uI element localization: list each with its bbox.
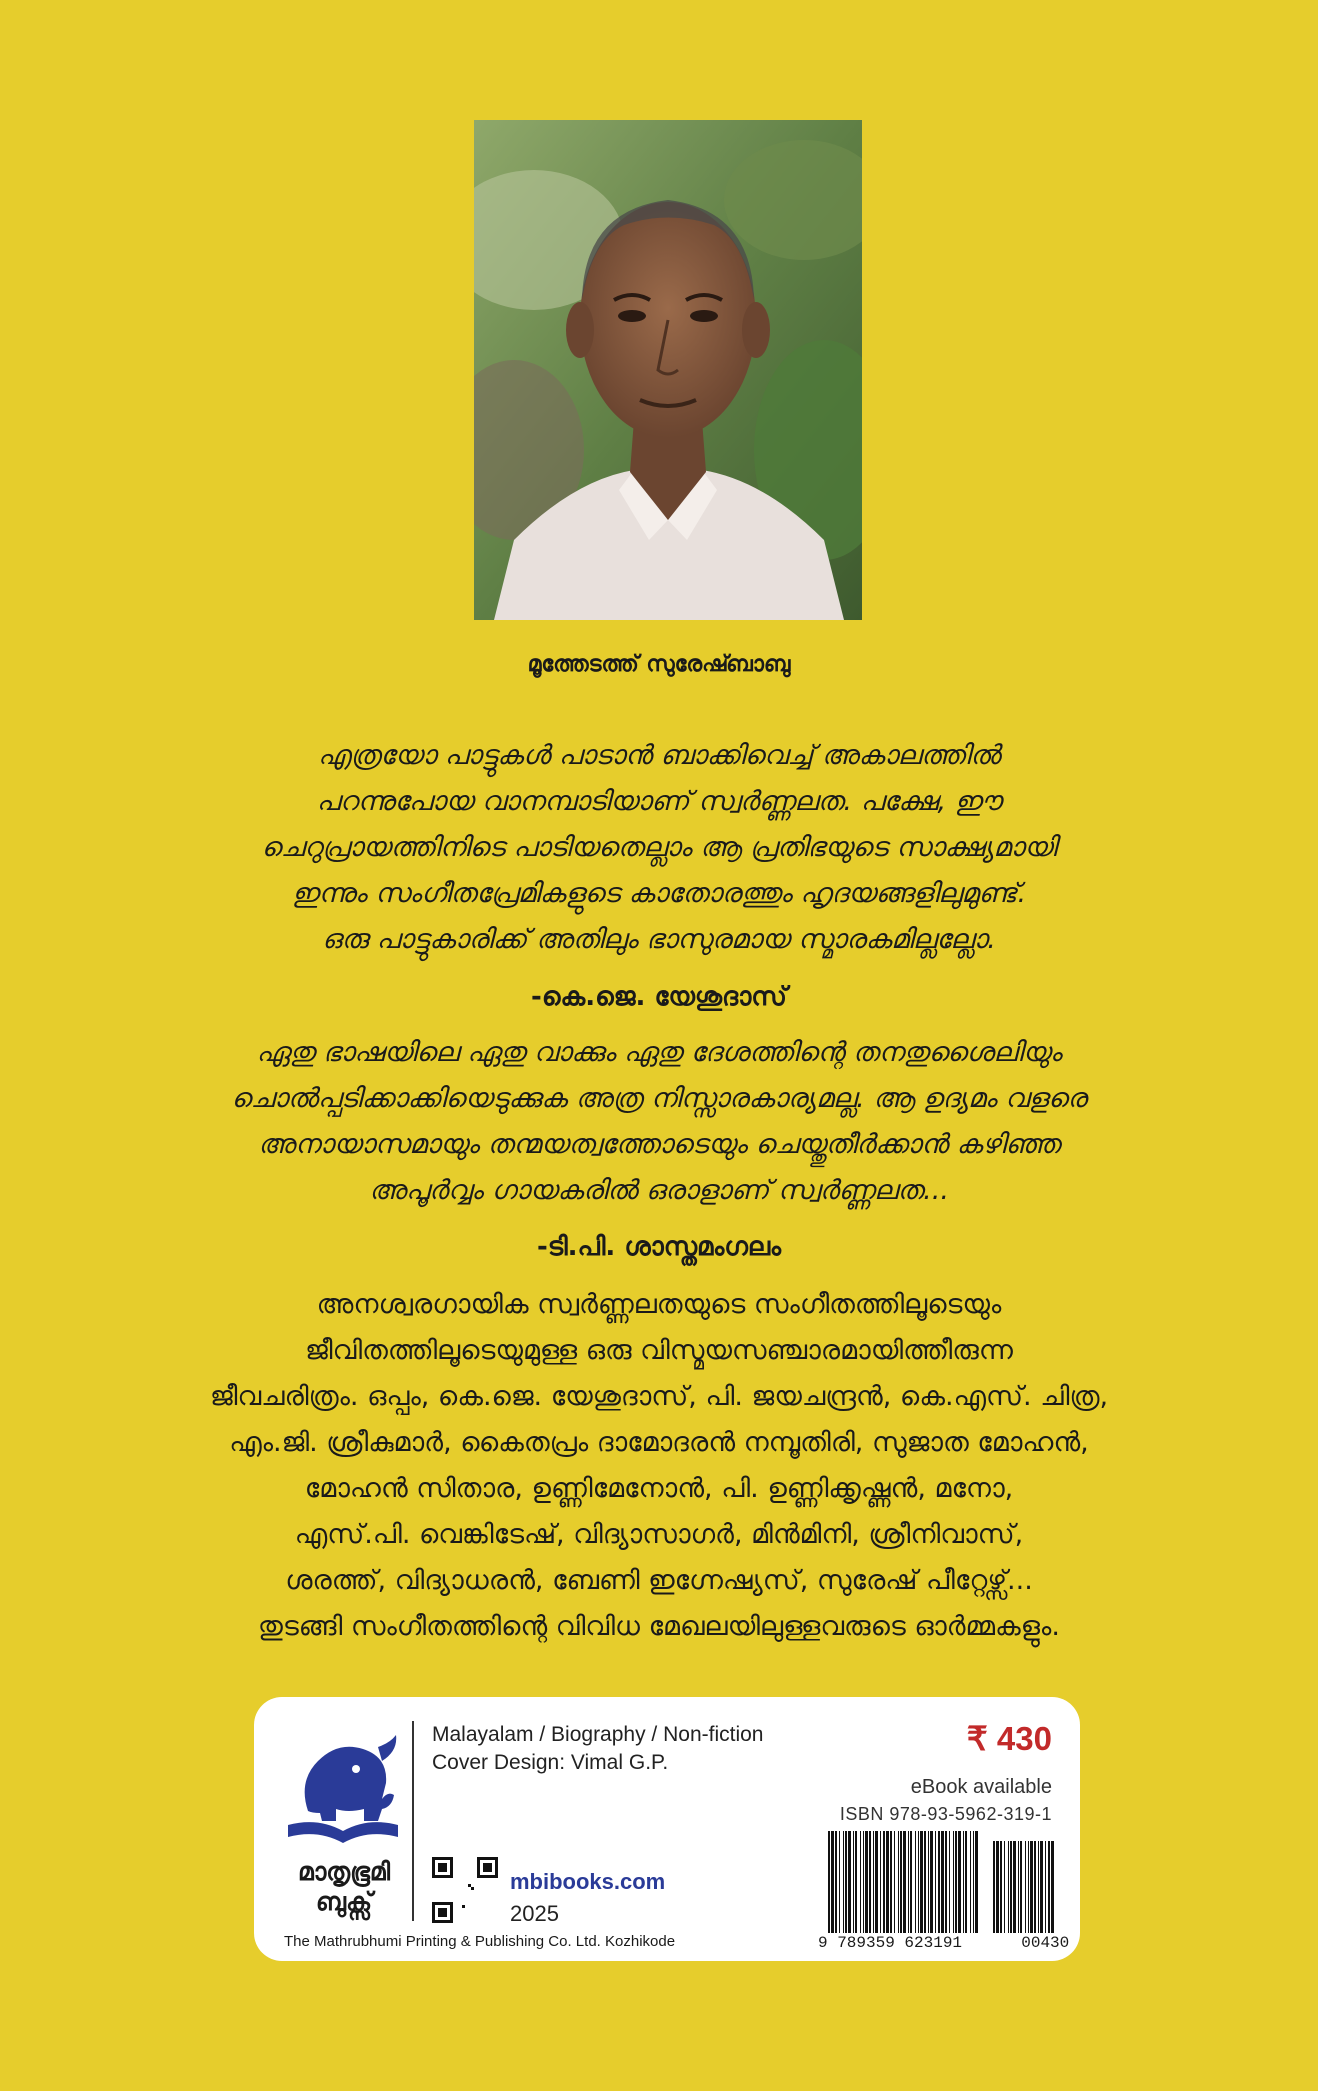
barcode-bar bbox=[958, 1831, 961, 1933]
barcode-bar bbox=[910, 1831, 912, 1933]
website-link[interactable]: mbibooks.com bbox=[510, 1869, 666, 1894]
description-line: എം.ജി. ശ്രീകുമാർ, കൈതപ്രം ദാമോദരൻ നമ്പൂതിരി, സുജാത മോഹൻ, bbox=[229, 1427, 1089, 1458]
barcode-bar bbox=[938, 1831, 940, 1933]
barcode-bar bbox=[855, 1831, 857, 1933]
barcode-bar bbox=[835, 1831, 837, 1933]
quote-sasthamangalam bbox=[160, 1030, 1158, 1214]
barcode-bar bbox=[886, 1831, 889, 1933]
barcode-bar bbox=[903, 1831, 906, 1933]
quote-line: അപൂർവ്വം ഗായകരിൽ ഒരാളാണ് സ്വർണ്ണലത... bbox=[369, 1175, 949, 1206]
barcode-bar bbox=[898, 1831, 899, 1933]
barcode-bar bbox=[890, 1831, 892, 1933]
barcode-bar bbox=[949, 1831, 950, 1933]
barcode-addon: 00430 bbox=[1021, 1934, 1070, 1952]
qr-finder bbox=[438, 1863, 447, 1872]
barcode-bar bbox=[935, 1831, 936, 1933]
barcode-bar bbox=[1048, 1841, 1050, 1933]
barcode-bar bbox=[1045, 1841, 1046, 1933]
barcode-bar bbox=[965, 1831, 967, 1933]
quote-line: എത്രയോ പാട്ടുകൾ പാടാൻ ബാക്കിവെച്ച് അകാലത്തിൽ bbox=[317, 740, 1001, 771]
barcode-bar bbox=[941, 1831, 944, 1933]
description-line: മോഹൻ സിതാര, ഉണ്ണിമേനോൻ, പി. ഉണ്ണിക്കൃഷ്ണൻ, മനോ, bbox=[304, 1473, 1014, 1504]
barcode-bar bbox=[894, 1831, 895, 1933]
ebook-availability: eBook available bbox=[910, 1776, 1052, 1798]
description-line: അനശ്വരഗായിക സ്വർണ്ണലതയുടെ സംഗീതത്തിലൂടെയും bbox=[316, 1289, 1002, 1320]
quote-line: ചൊൽപ്പടിക്കാക്കിയെടുക്കുക അത്ര നിസ്സാരകാര്യമല്ല. ആ ഉദ്യമം വളരെ bbox=[231, 1083, 1087, 1114]
barcode-bar bbox=[1008, 1841, 1009, 1933]
barcode-bar bbox=[975, 1831, 978, 1933]
quote-line: ഏതു ഭാഷയിലെ ഏതു വാക്കും ഏതു ദേശത്തിന്റെ തനതുശൈലിയും bbox=[256, 1037, 1062, 1068]
qr-module bbox=[462, 1905, 465, 1908]
barcode-bar bbox=[839, 1831, 840, 1933]
barcode-bar bbox=[1010, 1841, 1012, 1933]
barcode-bar bbox=[945, 1831, 947, 1933]
description-line: ശരത്ത്, വിദ്യാധരൻ, ബേണി ഇഗ്നേഷ്യസ്, സുരേഷ് പീറ്റേഴ്സ്... bbox=[285, 1565, 1033, 1596]
barcode-bar bbox=[865, 1831, 868, 1933]
barcode-bar bbox=[831, 1831, 834, 1933]
quote-line: ഒരു പാട്ടുകാരിക്ക് അതിലും ഭാസുരമായ സ്മാരകമില്ലല്ലോ. bbox=[322, 924, 996, 955]
barcode-bar bbox=[963, 1831, 964, 1933]
barcode-bar bbox=[845, 1831, 847, 1933]
description-line: ജീവിതത്തിലൂടെയുമുള്ള ഒരു വിസ്മയസഞ്ചാരമായിത്തീരുന്ന bbox=[305, 1335, 1013, 1366]
barcode-bar bbox=[996, 1841, 999, 1933]
barcode-bar bbox=[1028, 1841, 1029, 1933]
barcode-bar bbox=[843, 1831, 844, 1933]
company-name: The Mathrubhumi Printing & Publishing Co. Ltd. Kozhikode bbox=[284, 1933, 676, 1950]
barcode-bar bbox=[853, 1831, 854, 1933]
qr-module bbox=[471, 1887, 474, 1890]
publication-year: 2025 bbox=[510, 1901, 559, 1926]
quote-attribution: -കെ.ജെ. യേശുദാസ് bbox=[531, 982, 787, 1012]
publisher-logo-text bbox=[284, 1857, 404, 1917]
barcode-bar bbox=[955, 1831, 957, 1933]
barcode-bar bbox=[918, 1831, 919, 1933]
barcode-bar bbox=[1013, 1841, 1016, 1933]
barcode-bar bbox=[1051, 1841, 1054, 1933]
barcode-bar bbox=[900, 1831, 902, 1933]
barcode-bar bbox=[970, 1831, 971, 1933]
qr-finder bbox=[438, 1908, 447, 1917]
barcode-bar bbox=[1038, 1841, 1039, 1933]
cover-design: Cover Design: Vimal G.P. bbox=[432, 1751, 669, 1774]
barcode-bar bbox=[920, 1831, 923, 1933]
barcode-bar bbox=[908, 1831, 909, 1933]
qr-module bbox=[468, 1884, 471, 1887]
barcode-bar bbox=[993, 1841, 995, 1933]
divider bbox=[412, 1721, 414, 1921]
barcode-bar bbox=[953, 1831, 954, 1933]
barcode-bar bbox=[880, 1831, 881, 1933]
qr-code[interactable] bbox=[432, 1857, 498, 1927]
publisher-panel bbox=[254, 1697, 1080, 1961]
barcode-bar bbox=[930, 1831, 933, 1933]
quote-line: പറന്നുപോയ വാനമ്പാടിയാണ് സ്വർണ്ണലത. പക്ഷേ, ഈ bbox=[316, 786, 1002, 817]
barcode-bar bbox=[1025, 1841, 1026, 1933]
barcode-bar bbox=[883, 1831, 885, 1933]
barcode-bar bbox=[1000, 1841, 1002, 1933]
isbn: ISBN 978-93-5962-319-1 bbox=[839, 1804, 1052, 1824]
barcode-bar bbox=[924, 1831, 926, 1933]
barcode-bar bbox=[848, 1831, 851, 1933]
qr-finder bbox=[483, 1863, 492, 1872]
barcode-bar bbox=[860, 1831, 861, 1933]
author-photo bbox=[474, 120, 862, 620]
price: ₹ 430 bbox=[966, 1720, 1052, 1757]
book-description bbox=[140, 1282, 1178, 1650]
logo-line: ബുക്സ് bbox=[315, 1887, 373, 1916]
elephant-book-logo-icon bbox=[278, 1721, 408, 1855]
barcode-numbers bbox=[818, 1934, 1069, 1952]
barcode-bar bbox=[869, 1831, 871, 1933]
quote-line: ചെറുപ്രായത്തിനിടെ പാടിയതെല്ലാം ആ പ്രതിഭയുടെ സാക്ഷ്യമായി bbox=[261, 832, 1057, 863]
barcode-number: 9 789359 623191 bbox=[818, 1934, 963, 1952]
barcode-bar bbox=[873, 1831, 874, 1933]
barcode-bar bbox=[1040, 1841, 1043, 1933]
quote-attribution: -ടി.പി. ശാസ്തമംഗലം bbox=[536, 1232, 782, 1262]
barcode-bar bbox=[1030, 1841, 1033, 1933]
barcode-bar bbox=[1034, 1841, 1036, 1933]
description-line: ജീവചരിത്രം. ഒപ്പം, കെ.ജെ. യേശുദാസ്, പി. ജയചന്ദ്രൻ, കെ.എസ്. ചിത്ര, bbox=[209, 1381, 1109, 1412]
quote-line: ഇന്നും സംഗീതപ്രേമികളുടെ കാതോരത്തും ഹൃദയങ്ങളിലുമുണ്ട്. bbox=[291, 878, 1027, 909]
barcode-bar bbox=[1004, 1841, 1005, 1933]
quote-yesudas bbox=[160, 733, 1158, 963]
barcode-bar bbox=[973, 1831, 974, 1933]
barcode-bar bbox=[828, 1831, 830, 1933]
barcode-bar bbox=[915, 1831, 916, 1933]
quote-line: അനായാസമായും തന്മയത്വത്തോടെയും ചെയ്തുതീർക്കാൻ കഴിഞ്ഞ bbox=[258, 1129, 1060, 1160]
barcode-bar bbox=[875, 1831, 878, 1933]
barcode-bar bbox=[1018, 1841, 1019, 1933]
book-category: Malayalam / Biography / Non-fiction bbox=[432, 1723, 764, 1746]
description-line: തുടങ്ങി സംഗീതത്തിന്റെ വിവിധ മേഖലയിലുള്ളവരുടെ ഓർമ്മകളും. bbox=[258, 1611, 1060, 1642]
description-line: എസ്.പി. വെങ്കിടേഷ്, വിദ്യാസാഗർ, മിൻമിനി, ശ്രീനിവാസ്, bbox=[294, 1519, 1024, 1550]
barcode-bar bbox=[863, 1831, 864, 1933]
barcode-bar bbox=[928, 1831, 929, 1933]
author-caption: മൂത്തേടത്ത് സുരേഷ്ബാബു bbox=[527, 652, 791, 677]
barcode-bar bbox=[1020, 1841, 1022, 1933]
barcode bbox=[828, 1831, 1054, 1937]
logo-line: മാതൃഭൂമി bbox=[297, 1857, 391, 1886]
